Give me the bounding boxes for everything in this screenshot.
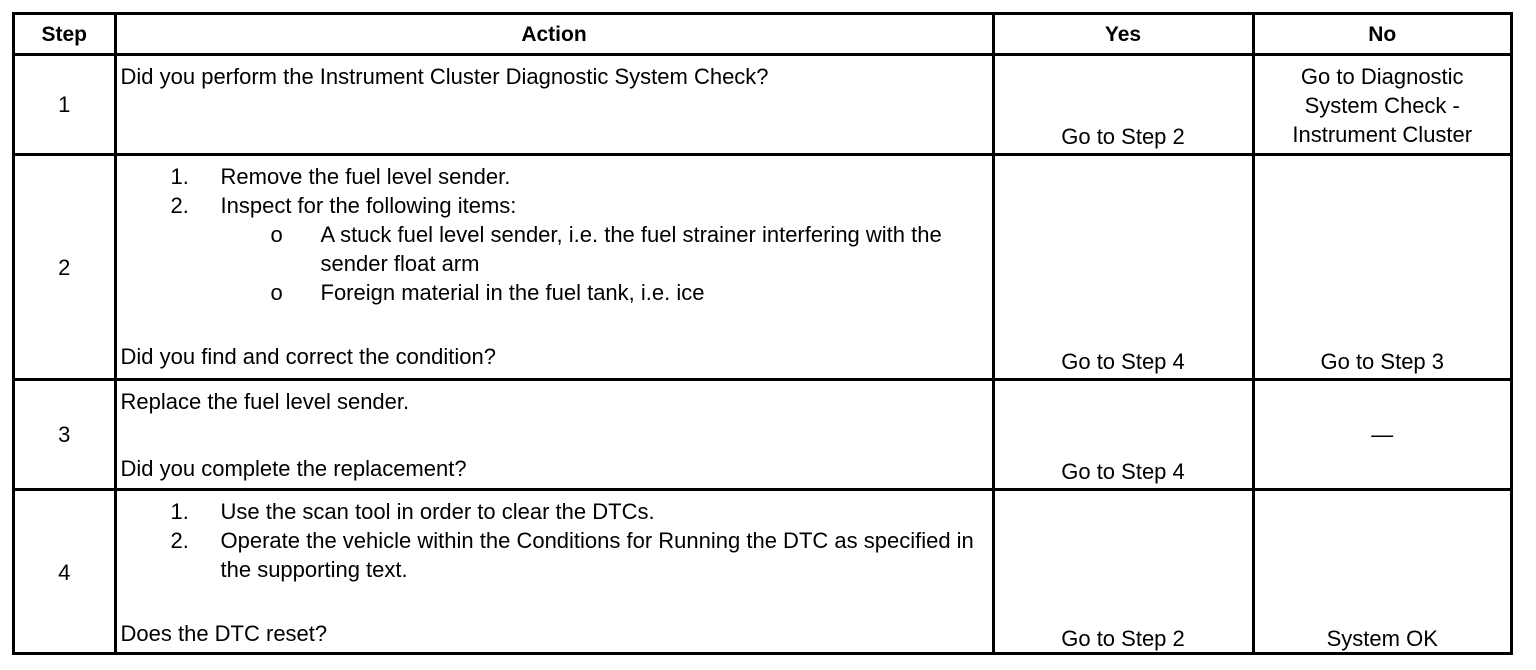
no-text: Go to Diagnostic System Check - Instrument Cluster — [1292, 64, 1473, 147]
action-question: Did you find and correct the condition? — [120, 344, 496, 369]
list-number: 1. — [170, 164, 189, 189]
no-cell — [1253, 55, 1510, 155]
list-text: Operate the vehicle within the Conditions for Running the DTC as specified in the supporting text. — [220, 528, 974, 582]
action-steps-list — [121, 497, 988, 584]
action-question: Does the DTC reset? — [120, 621, 328, 646]
action-cell — [115, 380, 993, 490]
list-item — [121, 191, 988, 220]
yes-cell: Go to Step 4 — [993, 155, 1253, 380]
action-text: Replace the fuel level sender. — [120, 389, 410, 414]
header-no: No — [1253, 15, 1510, 55]
step-number: 1 — [15, 55, 115, 155]
table-row — [15, 490, 1510, 655]
list-text: Foreign material in the fuel tank, i.e. ice — [320, 280, 705, 305]
inspection-sublist — [121, 220, 988, 307]
table-row — [15, 55, 1510, 155]
table-row — [15, 155, 1510, 380]
action-steps-list — [121, 162, 988, 220]
spacer — [121, 416, 988, 454]
header-yes: Yes — [993, 15, 1253, 55]
diagnostic-table-frame — [12, 12, 1513, 655]
table-row — [15, 380, 1510, 490]
spacer — [121, 307, 988, 342]
table-header-row — [15, 15, 1510, 55]
bullet-icon: o — [270, 222, 283, 247]
action-text: Did you perform the Instrument Cluster Diagnostic System Check? — [120, 64, 769, 89]
yes-cell: Go to Step 2 — [993, 490, 1253, 655]
header-action: Action — [115, 15, 993, 55]
yes-cell: Go to Step 4 — [993, 380, 1253, 490]
spacer — [121, 584, 988, 619]
list-item — [121, 220, 988, 278]
header-step: Step — [15, 15, 115, 55]
no-cell: — — [1253, 380, 1510, 490]
list-text: Use the scan tool in order to clear the DTCs. — [220, 499, 655, 524]
diagnostic-table — [15, 15, 1510, 655]
no-cell: System OK — [1253, 490, 1510, 655]
list-item — [121, 278, 988, 307]
bullet-icon: o — [270, 280, 283, 305]
no-cell: Go to Step 3 — [1253, 155, 1510, 380]
list-item — [121, 162, 988, 191]
list-number: 2. — [170, 193, 189, 218]
step-number: 4 — [15, 490, 115, 655]
step-number: 2 — [15, 155, 115, 380]
list-number: 2. — [170, 528, 189, 553]
list-item — [121, 526, 988, 584]
step-number: 3 — [15, 380, 115, 490]
action-cell — [115, 490, 993, 655]
list-text: Remove the fuel level sender. — [220, 164, 511, 189]
action-cell — [115, 55, 993, 155]
list-item — [121, 497, 988, 526]
list-text: A stuck fuel level sender, i.e. the fuel strainer interfering with the sender float arm — [320, 222, 942, 276]
action-cell — [115, 155, 993, 380]
list-text: Inspect for the following items: — [220, 193, 517, 218]
action-question: Did you complete the replacement? — [120, 456, 467, 481]
list-number: 1. — [170, 499, 189, 524]
yes-cell: Go to Step 2 — [993, 55, 1253, 155]
